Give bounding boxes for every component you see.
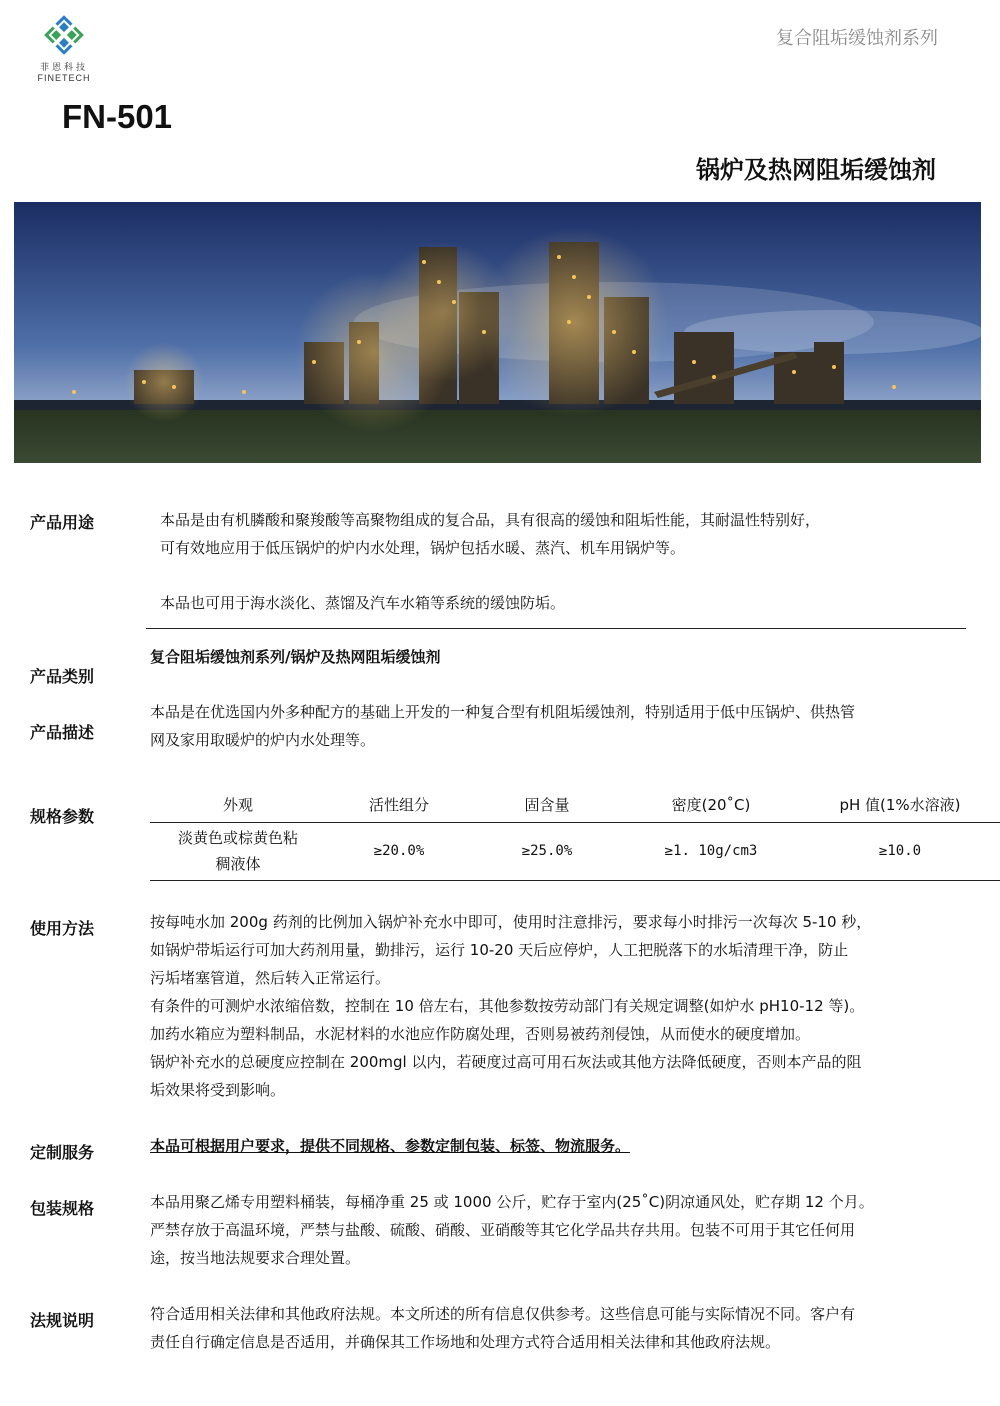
spec-cell-active: ≥20.0% <box>326 822 472 880</box>
brand-logo <box>28 12 100 83</box>
method-line: 加药水箱应为塑料制品，水泥材料的水池应作防腐处理，否则易被药剂侵蚀，从而使水的硬度增加。 <box>150 1025 811 1043</box>
packing-line: 严禁存放于高温环境，严禁与盐酸、硫酸、硝酸、亚硝酸等其它化学品共存共用。包装不可用于其它任何用 <box>150 1221 856 1239</box>
method-label: 使用方法 <box>30 919 95 938</box>
method-line: 锅炉补充水的总硬度应控制在 200mgl 以内，若硬度过高可用石灰法或其他方法降低硬度，否则本产品的阻 <box>150 1053 862 1071</box>
plant-banner-image <box>14 202 981 463</box>
usage-para2: 本品也可用于海水淡化、蒸馏及汽车水箱等系统的缓蚀防垢。 <box>160 594 566 612</box>
legal-line: 责任自行确定信息是否适用，并确保其工作场地和处理方式符合适用相关法律和其他政府法规。 <box>150 1333 781 1351</box>
usage-para1-line2: 可有效地应用于低压锅炉的炉内水处理，锅炉包括水暖、蒸汽、机车用锅炉等。 <box>160 539 686 557</box>
spec-header-appearance: 外观 <box>150 788 326 822</box>
spec-cell-solid: ≥25.0% <box>472 822 622 880</box>
method-line: 按每吨水加 200g 药剂的比例加入锅炉补充水中即可，使用时注意排污，要求每小时排污一次每次 5-10 秒， <box>150 913 872 931</box>
packing-line: 本品用聚乙烯专用塑料桶装，每桶净重 25 或 1000 公斤，贮存于室内(25˚C)阴凉通风处，贮存期 12 个月。 <box>150 1193 874 1211</box>
description-label: 产品描述 <box>30 723 95 742</box>
method-line: 有条件的可测炉水浓缩倍数，控制在 10 倍左右，其他参数按劳动部门有关规定调整(如炉水 pH10-12 等)。 <box>150 997 865 1015</box>
spec-cell-ph: ≥10.0 <box>800 822 1000 880</box>
packing-line: 途，按当地法规要求合理处置。 <box>150 1249 361 1267</box>
packing-label: 包装规格 <box>30 1199 95 1218</box>
category-label: 产品类别 <box>30 667 95 686</box>
spec-cell-density: ≥1. 10g/cm3 <box>622 822 800 880</box>
spec-cell-appearance <box>150 822 326 880</box>
method-line: 污垢堵塞管道，然后转入正常运行。 <box>150 969 391 987</box>
section-divider <box>146 628 966 629</box>
spec-value-row <box>150 822 1000 880</box>
category-text: 复合阻垢缓蚀剂系列/锅炉及热网阻垢缓蚀剂 <box>150 648 441 666</box>
spec-header-row <box>150 788 1000 822</box>
method-line: 如锅炉带垢运行可加大药剂用量，勤排污，运行 10-20 天后应停炉，人工把脱落下的水垢清理干净，防止 <box>150 941 849 959</box>
spec-header-active: 活性组分 <box>326 788 472 822</box>
usage-para1-line1: 本品是由有机膦酸和聚羧酸等高聚物组成的复合品，具有很高的缓蚀和阻垢性能，其耐温性特别好， <box>160 511 821 529</box>
product-code: FN-501 <box>62 98 173 135</box>
spec-header-density: 密度(20˚C) <box>622 788 800 822</box>
custom-label: 定制服务 <box>30 1143 95 1162</box>
legal-label: 法规说明 <box>30 1311 95 1330</box>
description-line1: 本品是在优选国内外多种配方的基础上开发的一种复合型有机阻垢缓蚀剂，特别适用于低中压锅炉、供热管 <box>150 703 856 721</box>
spec-header-ph: pH 值(1%水溶液) <box>800 788 1000 822</box>
method-line: 垢效果将受到影响。 <box>150 1081 286 1099</box>
description-line2: 网及家用取暖炉的炉内水处理等。 <box>150 731 376 749</box>
spec-label: 规格参数 <box>30 807 95 826</box>
legal-line: 符合适用相关法律和其他政府法规。本文所述的所有信息仅供参考。这些信息可能与实际情况不同。客户有 <box>150 1305 856 1323</box>
usage-label: 产品用途 <box>30 513 95 532</box>
series-title: 复合阻垢缓蚀剂系列 <box>776 28 938 49</box>
product-subtitle: 锅炉及热网阻垢缓蚀剂 <box>696 156 936 184</box>
spec-table <box>150 788 1000 881</box>
spec-appearance-line2: 稠液体 <box>215 855 261 873</box>
spec-header-solid: 固含量 <box>472 788 622 822</box>
custom-text: 本品可根据用户要求，提供不同规格、参数定制包装、标签、物流服务。 <box>150 1137 631 1155</box>
brand-name-cn: 菲恩科技 <box>39 63 88 73</box>
spec-appearance-line1: 淡黄色或棕黄色粘 <box>177 829 298 847</box>
logo-mark-icon <box>41 12 87 58</box>
brand-name-en: FINETECH <box>37 73 91 83</box>
